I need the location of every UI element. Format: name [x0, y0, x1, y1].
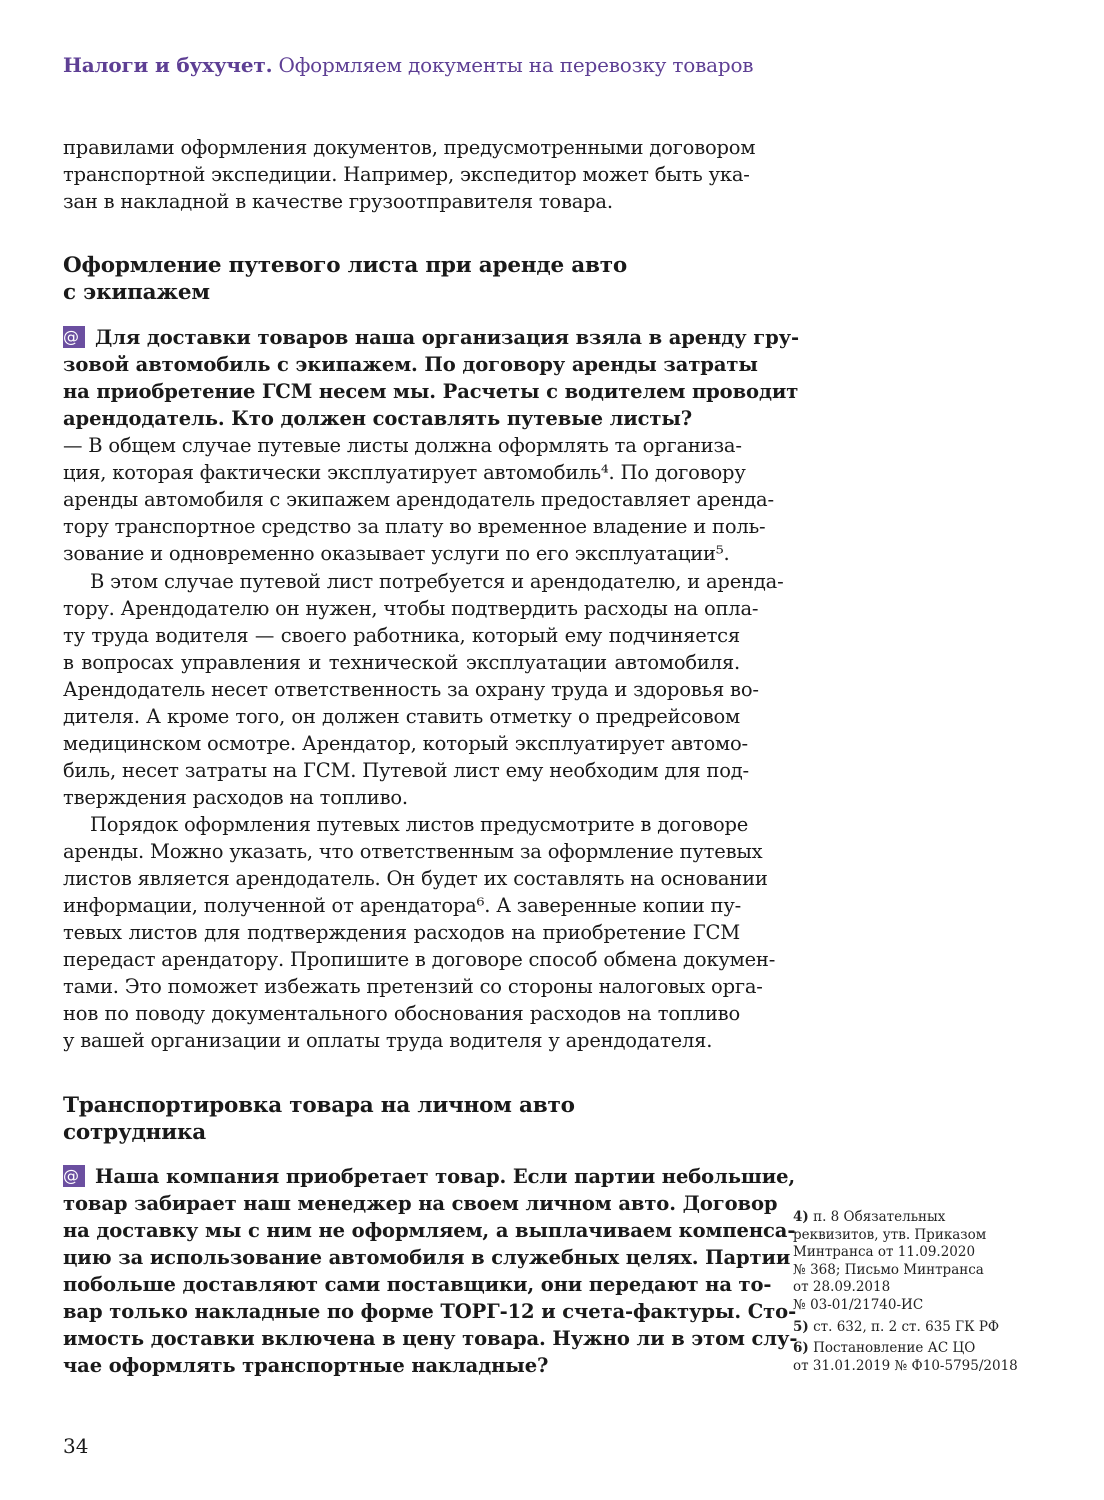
line-text: нов по поводу документального обоснования расходов на топливо [63, 1002, 740, 1025]
text-line [63, 676, 759, 703]
footnote-line: № 368; Письмо Минтранса [793, 1261, 984, 1278]
text-line [63, 595, 759, 622]
section1-paragraph-3 [63, 811, 776, 1054]
text-line [63, 351, 758, 378]
text-line [63, 134, 756, 161]
line-text: аренды автомобиля с экипажем арендодатель предоставляет аренда- [63, 488, 774, 511]
text-line [63, 252, 740, 279]
text-line [63, 161, 750, 188]
footnote-line: Минтранса от 11.09.2020 [793, 1244, 976, 1261]
line-text: Порядок оформления путевых листов предусмотрите в договоре [90, 813, 749, 836]
line-text: аренды. Можно указать, что ответственным за оформление путевых [63, 840, 763, 863]
line-text: зан в накладной в качестве грузоотправителя товара. [63, 190, 613, 213]
line-text: информации, полученной от арендатора⁶. А заверенные копии пу- [63, 894, 742, 917]
line-text: имость доставки включена в цену товара. Нужно ли в этом слу- [63, 1327, 798, 1350]
line-text: ту труда водителя — своего работника, который ему подчиняется [63, 624, 740, 647]
text-line [63, 622, 740, 649]
text-line [63, 540, 740, 567]
text-line [63, 1190, 778, 1217]
footnote-4 [793, 1209, 1033, 1315]
text-line [63, 703, 740, 730]
at-icon: @ [63, 326, 85, 348]
text-line [63, 1352, 740, 1379]
text-line [63, 486, 774, 513]
line-text: Наша компания приобретает товар. Если партии небольшие, [95, 1165, 796, 1188]
line-text: правилами оформления документов, предусмотренными договором [63, 136, 756, 159]
line-text: побольше доставляют сами поставщики, они передают на то- [63, 1273, 772, 1296]
line-text: В этом случае путевой лист потребуется и арендодателю, и аренда- [90, 570, 784, 593]
footnote-line: № 03-01/21740-ИС [793, 1296, 924, 1313]
text-line [63, 459, 746, 486]
text-line [63, 1271, 772, 1298]
footnote-number: 5) [793, 1318, 809, 1335]
footnotes [793, 1209, 1033, 1379]
line-text: у вашей организации и оплаты труда водителя у арендодателя. [63, 1029, 713, 1052]
footnote-line: п. 8 Обязательных [813, 1209, 946, 1225]
text-line [63, 784, 740, 811]
text-line [63, 730, 748, 757]
line-text: Для доставки товаров наша организация взяла в аренду гру- [95, 326, 799, 349]
footnote-line: реквизитов, утв. Приказом [793, 1226, 987, 1243]
line-text: медицинском осмотре. Арендатор, который эксплуатирует автомо- [63, 732, 748, 755]
line-text: с экипажем [63, 280, 210, 305]
text-line [63, 1000, 740, 1027]
text-line [63, 649, 740, 676]
line-text: цию за использование автомобиля в служебных целях. Партии [63, 1246, 791, 1269]
footnote-5 [793, 1319, 1033, 1337]
text-line [63, 1325, 798, 1352]
line-text: ция, которая фактически эксплуатирует автомобиль⁴. По договору [63, 461, 746, 484]
text-line [63, 838, 763, 865]
section1-question [63, 324, 799, 432]
text-line [63, 324, 799, 351]
line-text: товар забирает наш менеджер на своем личном авто. Договор [63, 1192, 778, 1215]
section2-heading [63, 1092, 740, 1146]
line-text: передаст арендатору. Пропишите в договоре способ обмена докумен- [63, 948, 776, 971]
text-line [63, 946, 776, 973]
text-line [63, 432, 740, 459]
text-line [63, 188, 740, 215]
line-text: зовой автомобиль с экипажем. По договору аренды затраты [63, 353, 758, 376]
text-line [63, 405, 740, 432]
footnote-number: 6) [793, 1340, 809, 1357]
section1-paragraph-2 [63, 568, 784, 811]
line-text: транспортной экспедиции. Например, экспедитор может быть ука- [63, 163, 750, 186]
line-text: зование и одновременно оказывает услуги по его эксплуатации⁵. [63, 542, 730, 565]
text-line [63, 513, 766, 540]
text-line [63, 279, 740, 306]
text-line [63, 919, 740, 946]
line-text: в вопросах управления и технической эксплуатации автомобиля. [63, 651, 740, 674]
line-text: дителя. А кроме того, он должен ставить отметку о предрейсовом [63, 705, 740, 728]
text-line [63, 757, 749, 784]
text-line [63, 378, 799, 405]
line-text: биль, несет затраты на ГСМ. Путевой лист ему необходим для под- [63, 759, 749, 782]
text-line [63, 865, 768, 892]
text-line [63, 568, 784, 595]
intro-paragraph [63, 134, 756, 215]
line-text: Транспортировка товара на личном авто [63, 1093, 575, 1118]
line-text: тору. Арендодателю он нужен, чтобы подтвердить расходы на опла- [63, 597, 759, 620]
footnote-number: 4) [793, 1209, 809, 1225]
section1-heading [63, 252, 740, 306]
text-line [63, 892, 740, 919]
line-text: тевых листов для подтверждения расходов на приобретение ГСМ [63, 921, 740, 944]
running-header [63, 53, 753, 77]
line-text: вар только накладные по форме ТОРГ-12 и счета-фактуры. Сто- [63, 1300, 797, 1323]
line-text: Оформление путевого листа при аренде авто [63, 253, 627, 278]
text-line [63, 1217, 796, 1244]
line-text: сотрудника [63, 1120, 207, 1145]
line-text: арендодатель. Кто должен составлять путевые листы? [63, 407, 693, 430]
line-text: тами. Это поможет избежать претензий со стороны налоговых орга- [63, 975, 763, 998]
footnote-6 [793, 1340, 1033, 1375]
text-line [63, 1163, 796, 1190]
line-text: Арендодатель несет ответственность за охрану труда и здоровья во- [63, 678, 759, 701]
text-line [63, 1092, 740, 1119]
line-text: — В общем случае путевые листы должна оформлять та организа- [63, 434, 742, 457]
footnote-line: ст. 632, п. 2 ст. 635 ГК РФ [813, 1318, 1000, 1335]
line-text: чае оформлять транспортные накладные? [63, 1354, 549, 1377]
line-text: тору транспортное средство за плату во временное владение и поль- [63, 515, 766, 538]
footnote-line: Постановление АС ЦО [813, 1340, 976, 1357]
line-text: листов является арендодатель. Он будет их составлять на основании [63, 867, 768, 890]
text-line [63, 811, 749, 838]
line-text: на приобретение ГСМ несем мы. Расчеты с водителем проводит [63, 380, 799, 403]
footnote-line: от 31.01.2019 № Ф10-5795/2018 [793, 1357, 1018, 1374]
footnote-line: от 28.09.2018 [793, 1279, 891, 1296]
text-line [63, 973, 763, 1000]
header-section: Налоги и бухучет. [63, 53, 273, 77]
text-line [63, 1027, 740, 1054]
section2-question [63, 1163, 798, 1379]
page-number: 34 [63, 1434, 89, 1458]
line-text: тверждения расходов на топливо. [63, 786, 408, 809]
text-line [63, 1119, 740, 1146]
header-title: Оформляем документы на перевозку товаров [278, 53, 754, 77]
text-line [63, 1298, 797, 1325]
section1-answer [63, 432, 774, 567]
text-line [63, 1244, 791, 1271]
at-icon: @ [63, 1165, 85, 1187]
line-text: на доставку мы с ним не оформляем, а выплачиваем компенса- [63, 1219, 796, 1242]
